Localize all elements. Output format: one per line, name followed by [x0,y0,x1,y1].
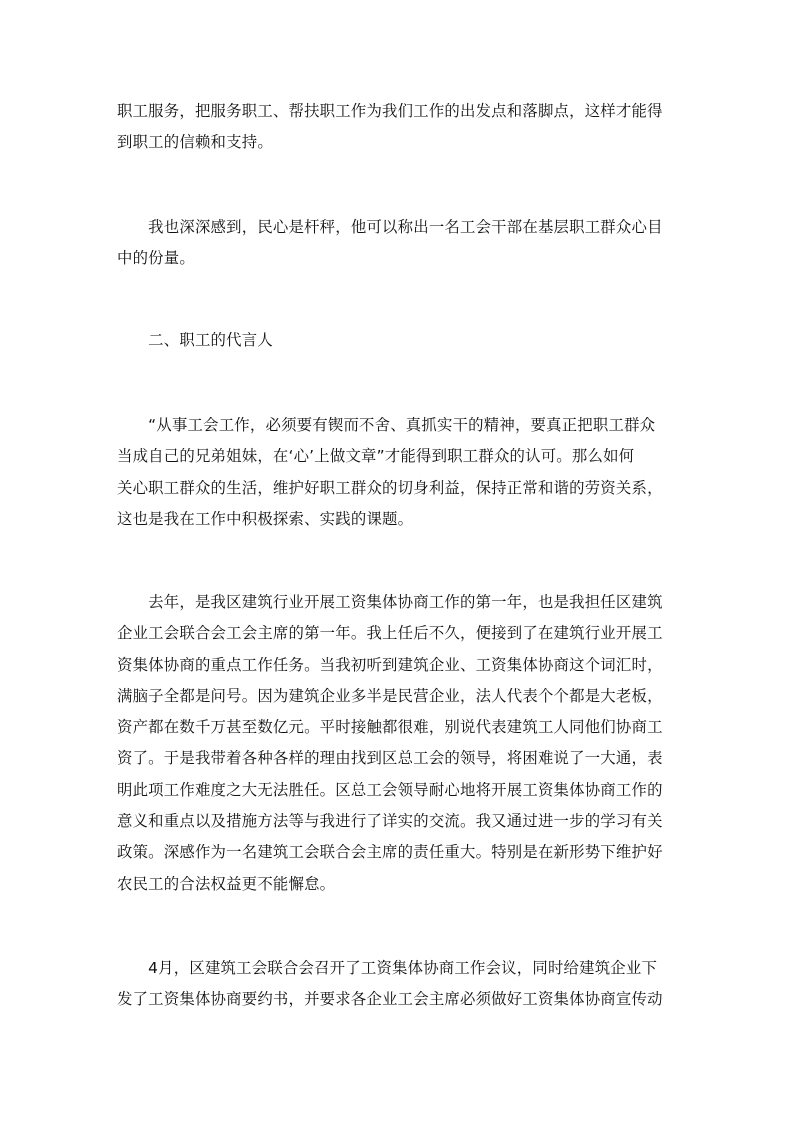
text-line: 去年，是我区建筑行业开展工资集体协商工作的第一年，也是我担任区建筑 [117,593,663,611]
text-line: 农民工的合法权益更不能懈怠。 [117,874,336,893]
text-line: 企业工会联合会工会主席的第一年。我上任后不久，便接到了在建筑行业开展工 [117,624,663,643]
text-line: 满脑子全都是问号。因为建筑企业多半是民营企业，法人代表个个都是大老板， [117,686,663,705]
text-line: 明此项工作难度之大无法胜任。区总工会领导耐心地将开展工资集体协商工作的 [117,780,663,799]
text-line: “从事工会工作，必须要有锲而不舍、真抓实干的精神，要真正把职工群众 [117,416,656,434]
text-line: 这也是我在工作中积极探索、实践的课题。 [117,509,414,528]
text-line: 4月，区建筑工会联合会召开了工资集体协商工作会议，同时给建筑企业下 [117,959,658,977]
paragraph-union-work [117,410,682,535]
text-line: 政策。深感作为一名建筑工会联合会主席的责任重大。特别是在新形势下维护好 [117,843,663,862]
text-line: 中的份量。 [117,249,195,268]
text-line: 发了工资集体协商要约书，并要求各企业工会主席必须做好工资集体协商宣传动 [117,990,663,1009]
text-line: 资集体协商的重点工作任务。当我初听到建筑企业、工资集体协商这个词汇时， [117,655,663,674]
paragraph-april [117,953,682,1016]
section-heading-text: 二、职工的代言人 [117,331,273,349]
text-line: 到职工的信赖和支持。 [117,133,273,152]
text-line: 意义和重点以及措施方法等与我进行了详实的交流。我又通过进一步的学习有关 [117,812,663,831]
paragraph-service [117,96,682,159]
text-line: 我也深深感到，民心是杆秤，他可以称出一名工会干部在基层职工群众心目 [117,218,663,236]
text-line: 职工服务，把服务职工、帮扶职工作为我们工作的出发点和落脚点，这样才能得 [117,102,663,120]
text-line: 资产都在数千万甚至数亿元。平时接触都很难，别说代表建筑工人同他们协商工 [117,718,663,737]
text-line: 资了。于是我带着各种各样的理由找到区总工会的领导，将困难说了一大通，表 [117,749,663,768]
paragraph-public-opinion [117,212,682,275]
paragraph-last-year [117,587,682,900]
text-line: 当成自己的兄弟姐妹，在‘心’上做文章”才能得到职工群众的认可。那么如何 [117,447,635,466]
section-heading [117,325,682,356]
text-line: 关心职工群众的生活，维护好职工群众的切身利益，保持正常和谐的劳资关系， [117,478,663,497]
